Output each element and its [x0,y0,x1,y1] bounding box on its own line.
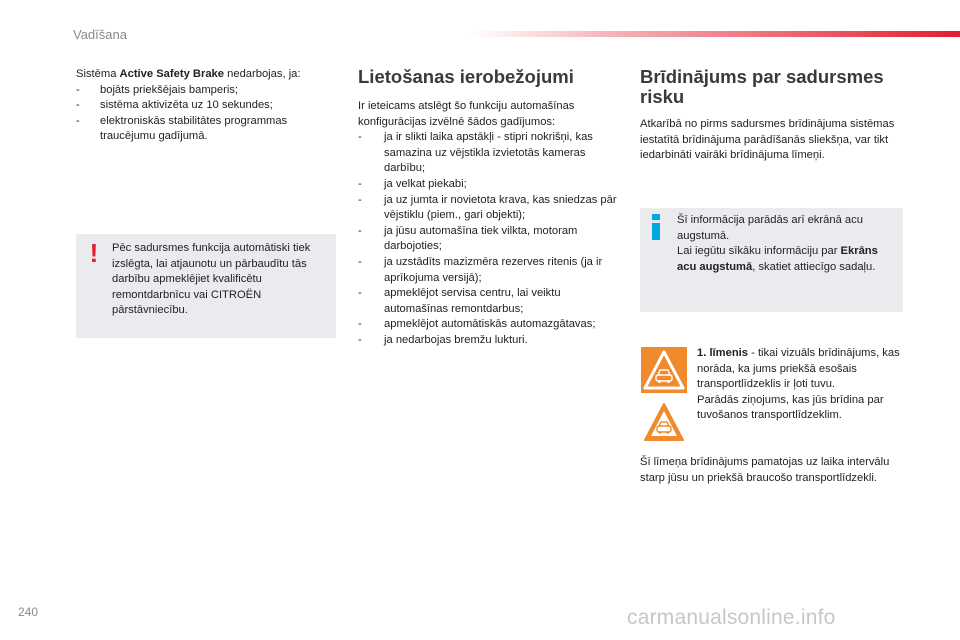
warning-text: Pēc sadursmes funkcija automātiski tiek izslēgta, lai atjaunotu un pārbaudītu tās darbību apmeklējiet kvalificētu remontdarbnīcu vai CITROËN pārstāvniecību. [112,242,311,317]
list-item: - ja uzstādīts mazizmēra rezerves ritenis (ja ir aprīkojuma versijā); [358,255,620,286]
column-collision-warning [640,67,906,164]
list-item: - ja ir slikti laika apstākļi - stipri nokrišņi, kas samazina uz vējstikla izvietotās kameras darbību; [358,130,620,177]
system-name: Active Safety Brake [119,68,225,80]
list-item: - elektroniskās stabilitātes programmas traucējumu gadījumā. [76,114,338,145]
usage-limits-heading: Lietošanas ierobežojumi [358,66,574,87]
column-limitations [76,67,338,145]
list-item: - ja velkat piekabi; [358,177,620,193]
malfunction-list [76,83,338,145]
header-accent-bar [470,31,960,37]
level-1-label: 1. līmenis [697,347,748,359]
section-title: Vadīšana [73,27,127,42]
collision-warning-icon [641,399,687,445]
list-item: - ja nedarbojas bremžu lukturi. [358,333,620,349]
list-item: - ja jūsu automašīna tiek vilkta, motoram darbojoties; [358,224,620,255]
usage-limits-list [358,130,620,348]
list-item: - apmeklējot servisa centru, lai veiktu automašīnas remontdarbus; [358,286,620,317]
collision-warning-heading: Brīdinājums par sadursmes risku [640,66,884,107]
info-icon [649,214,663,240]
level-footnote: Šī līmeņa brīdinājums pamatojas uz laika intervālu starp jūsu un priekšā braucošo transportlīdzekli. [640,456,890,484]
list-item: - sistēma aktivizēta uz 10 sekundes; [76,98,338,114]
usage-limits-intro: Ir ieteicams atslēgt šo funkciju automašīnas konfigurācijas izvēlnē šādos gadījumos: [358,100,575,128]
system-intro: Sistēma Active Safety Brake nedarbojas, ja: [76,68,301,80]
list-item: - ja uz jumta ir novietota krava, kas sniedzas pār vējstiklu (piem., gari objekti); [358,193,620,224]
level-1-description: 1. līmenis - tikai vizuāls brīdinājums, kas norāda, ka jums priekšā esošais transportlīdzeklis ir ļoti tuvu. Parādās ziņojums, kas jūs brīdina par tuvošanos transportlīdzeklim. [697,347,900,422]
page-number: 240 [18,605,39,619]
list-item: - apmeklējot automātiskās automazgātavas; [358,317,620,333]
info-text: Šī informācija parādās arī ekrānā acu augstumā. Lai iegūtu sīkāku informāciju par Ekrāns acu augstumā, skatiet attiecīgo sadaļu. [677,214,878,273]
list-item: - bojāts priekšējais bamperis; [76,83,338,99]
column-usage-limits [358,67,620,349]
exclamation-icon: ! [89,238,99,268]
alert-display-icon [641,347,687,393]
watermark: carmanualsonline.info [627,606,836,629]
hud-reference: Ekrāns acu augstumā [677,245,878,273]
collision-warning-intro: Atkarībā no pirms sadursmes brīdinājuma sistēmas iestatītā brīdinājuma parādīšanās sliekšņa, var tikt iedarbināti vairāki brīdinājuma līmeņi. [640,118,895,162]
